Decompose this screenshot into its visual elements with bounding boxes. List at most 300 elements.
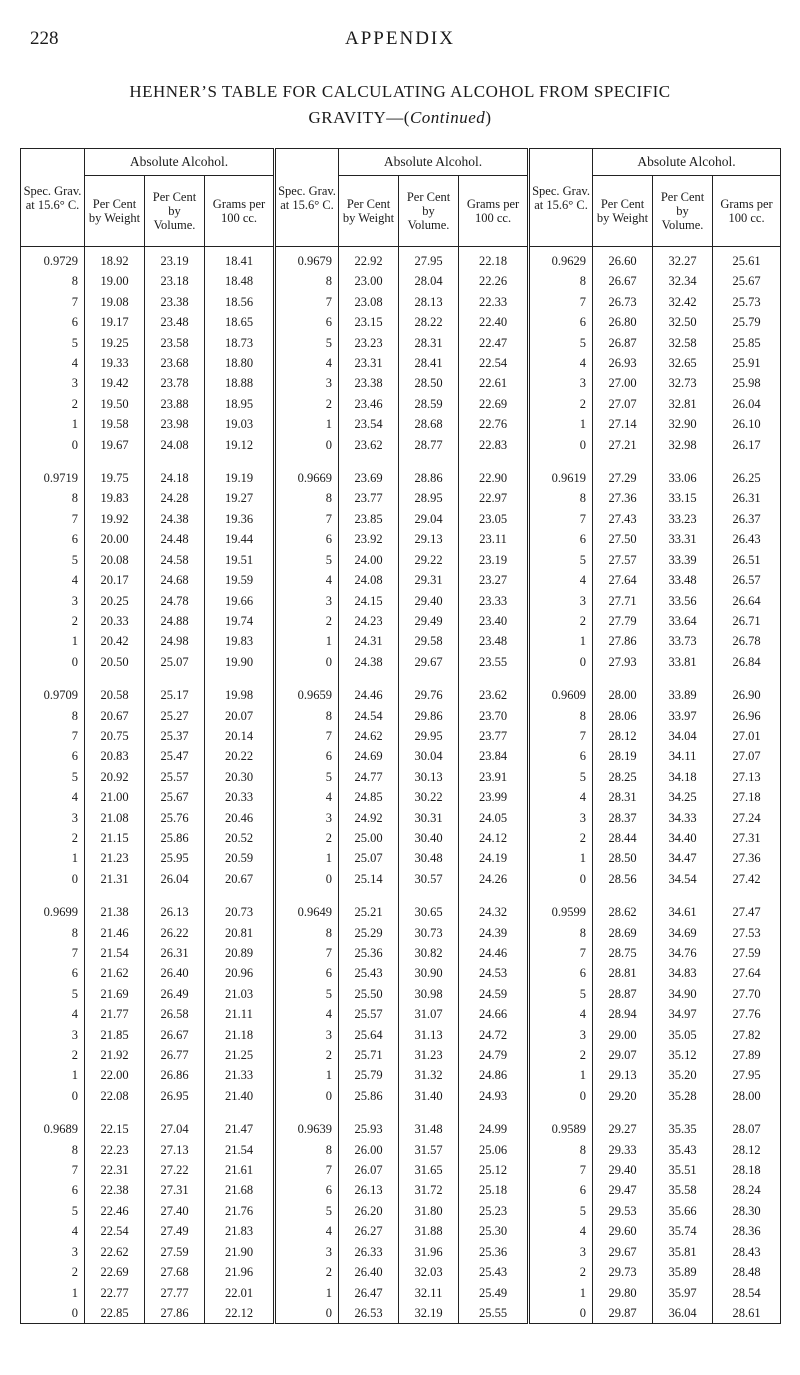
volume-cell: 28.41 bbox=[399, 353, 459, 373]
spacer-cell bbox=[529, 672, 593, 685]
spec-grav-cell: 7 bbox=[21, 943, 85, 963]
volume-cell: 35.97 bbox=[653, 1283, 713, 1303]
weight-cell: 27.86 bbox=[593, 631, 653, 651]
weight-cell: 23.92 bbox=[339, 529, 399, 549]
volume-cell: 31.13 bbox=[399, 1025, 459, 1045]
weight-cell: 28.81 bbox=[593, 963, 653, 983]
volume-cell: 29.40 bbox=[399, 591, 459, 611]
weight-cell: 22.85 bbox=[85, 1303, 145, 1324]
volume-cell: 34.25 bbox=[653, 787, 713, 807]
volume-cell: 25.37 bbox=[145, 726, 205, 746]
spec-grav-cell: 5 bbox=[275, 1201, 339, 1221]
volume-cell: 31.48 bbox=[399, 1119, 459, 1139]
grams-cell: 22.12 bbox=[205, 1303, 275, 1324]
volume-cell: 28.50 bbox=[399, 373, 459, 393]
weight-cell: 28.69 bbox=[593, 923, 653, 943]
spec-grav-cell: 3 bbox=[21, 1242, 85, 1262]
running-head: APPENDIX bbox=[345, 28, 455, 49]
volume-cell: 30.82 bbox=[399, 943, 459, 963]
volume-cell: 30.22 bbox=[399, 787, 459, 807]
volume-cell: 35.66 bbox=[653, 1201, 713, 1221]
weight-cell: 25.57 bbox=[339, 1004, 399, 1024]
volume-cell: 31.88 bbox=[399, 1221, 459, 1241]
spec-grav-cell: 1 bbox=[21, 1283, 85, 1303]
table-row bbox=[21, 787, 781, 807]
spacer-cell bbox=[459, 889, 529, 902]
volume-cell: 28.77 bbox=[399, 435, 459, 455]
table-row bbox=[21, 1283, 781, 1303]
spacer-cell bbox=[275, 455, 339, 468]
table-row bbox=[21, 1086, 781, 1106]
weight-cell: 24.00 bbox=[339, 550, 399, 570]
grams-cell: 25.67 bbox=[713, 271, 781, 291]
spacer-cell bbox=[653, 889, 713, 902]
weight-cell: 28.94 bbox=[593, 1004, 653, 1024]
spec-grav-cell: 0 bbox=[275, 435, 339, 455]
spacer-cell bbox=[593, 455, 653, 468]
weight-cell: 27.93 bbox=[593, 652, 653, 672]
weight-cell: 29.53 bbox=[593, 1201, 653, 1221]
weight-cell: 20.92 bbox=[85, 767, 145, 787]
spec-grav-cell: 1 bbox=[529, 414, 593, 434]
spec-grav-cell: 3 bbox=[275, 591, 339, 611]
table-row bbox=[21, 1221, 781, 1241]
volume-cell: 25.95 bbox=[145, 848, 205, 868]
grams-cell: 19.83 bbox=[205, 631, 275, 651]
volume-cell: 27.31 bbox=[145, 1180, 205, 1200]
page-subtitle bbox=[0, 108, 800, 128]
table-row bbox=[21, 1065, 781, 1085]
grams-cell: 28.12 bbox=[713, 1140, 781, 1160]
volume-cell: 35.20 bbox=[653, 1065, 713, 1085]
volume-cell: 30.90 bbox=[399, 963, 459, 983]
spec-grav-cell: 2 bbox=[275, 611, 339, 631]
grams-cell: 27.01 bbox=[713, 726, 781, 746]
grams-cell: 22.18 bbox=[459, 247, 529, 272]
spacer-cell bbox=[653, 1106, 713, 1119]
volume-cell: 35.89 bbox=[653, 1262, 713, 1282]
weight-header-1: Per Cent by Weight bbox=[85, 176, 145, 247]
weight-cell: 28.44 bbox=[593, 828, 653, 848]
spec-grav-cell: 7 bbox=[275, 509, 339, 529]
spacer-cell bbox=[21, 672, 85, 685]
volume-cell: 29.13 bbox=[399, 529, 459, 549]
volume-cell: 27.86 bbox=[145, 1303, 205, 1324]
spec-grav-cell: 2 bbox=[21, 1262, 85, 1282]
volume-cell: 34.04 bbox=[653, 726, 713, 746]
volume-cell: 31.23 bbox=[399, 1045, 459, 1065]
grams-cell: 23.48 bbox=[459, 631, 529, 651]
spacer-cell bbox=[459, 455, 529, 468]
spec-grav-cell: 7 bbox=[275, 1160, 339, 1180]
volume-cell: 34.61 bbox=[653, 902, 713, 922]
spec-grav-cell: 4 bbox=[529, 787, 593, 807]
grams-cell: 25.49 bbox=[459, 1283, 529, 1303]
spacer-cell bbox=[459, 1106, 529, 1119]
volume-cell: 26.13 bbox=[145, 902, 205, 922]
table-row bbox=[21, 292, 781, 312]
spec-grav-cell: 0 bbox=[529, 435, 593, 455]
spacer-cell bbox=[713, 889, 781, 902]
volume-cell: 28.95 bbox=[399, 488, 459, 508]
grams-cell: 26.43 bbox=[713, 529, 781, 549]
grams-cell: 21.11 bbox=[205, 1004, 275, 1024]
spec-grav-cell: 1 bbox=[529, 631, 593, 651]
volume-cell: 32.65 bbox=[653, 353, 713, 373]
spec-grav-cell: 1 bbox=[275, 631, 339, 651]
spec-grav-cell: 8 bbox=[275, 271, 339, 291]
weight-cell: 20.75 bbox=[85, 726, 145, 746]
weight-cell: 28.87 bbox=[593, 984, 653, 1004]
volume-cell: 34.47 bbox=[653, 848, 713, 868]
grams-cell: 27.36 bbox=[713, 848, 781, 868]
spec-grav-cell: 8 bbox=[529, 271, 593, 291]
grams-cell: 20.33 bbox=[205, 787, 275, 807]
volume-cell: 27.13 bbox=[145, 1140, 205, 1160]
weight-cell: 20.00 bbox=[85, 529, 145, 549]
spec-grav-cell: 8 bbox=[275, 1140, 339, 1160]
volume-cell: 24.48 bbox=[145, 529, 205, 549]
grams-cell: 23.11 bbox=[459, 529, 529, 549]
spec-grav-cell: 0 bbox=[275, 869, 339, 889]
spec-grav-cell: 4 bbox=[529, 570, 593, 590]
weight-header-2: Per Cent by Weight bbox=[339, 176, 399, 247]
grams-cell: 24.05 bbox=[459, 808, 529, 828]
block-spacer bbox=[21, 672, 781, 685]
spacer-cell bbox=[145, 672, 205, 685]
spec-grav-cell: 2 bbox=[21, 394, 85, 414]
spec-grav-cell: 4 bbox=[275, 1004, 339, 1024]
weight-cell: 22.92 bbox=[339, 247, 399, 272]
table-body bbox=[21, 247, 781, 1324]
spec-grav-cell: 3 bbox=[529, 1025, 593, 1045]
spacer-cell bbox=[459, 672, 529, 685]
weight-cell: 23.69 bbox=[339, 468, 399, 488]
volume-cell: 31.72 bbox=[399, 1180, 459, 1200]
grams-cell: 20.73 bbox=[205, 902, 275, 922]
volume-cell: 35.12 bbox=[653, 1045, 713, 1065]
weight-cell: 21.38 bbox=[85, 902, 145, 922]
grams-cell: 23.99 bbox=[459, 787, 529, 807]
spec-grav-cell: 5 bbox=[275, 767, 339, 787]
spec-grav-cell: 3 bbox=[275, 1025, 339, 1045]
spec-grav-cell: 4 bbox=[275, 353, 339, 373]
weight-cell: 22.38 bbox=[85, 1180, 145, 1200]
spec-grav-cell: 6 bbox=[21, 963, 85, 983]
volume-cell: 35.81 bbox=[653, 1242, 713, 1262]
volume-cell: 24.88 bbox=[145, 611, 205, 631]
weight-cell: 25.21 bbox=[339, 902, 399, 922]
spacer-cell bbox=[275, 1106, 339, 1119]
spec-grav-cell: 0.9649 bbox=[275, 902, 339, 922]
weight-cell: 28.19 bbox=[593, 746, 653, 766]
spec-grav-cell: 5 bbox=[529, 767, 593, 787]
volume-cell: 32.34 bbox=[653, 271, 713, 291]
grams-cell: 23.33 bbox=[459, 591, 529, 611]
spec-grav-cell: 3 bbox=[529, 808, 593, 828]
volume-cell: 27.04 bbox=[145, 1119, 205, 1139]
table-row bbox=[21, 652, 781, 672]
grams-cell: 24.93 bbox=[459, 1086, 529, 1106]
table-row bbox=[21, 984, 781, 1004]
volume-cell: 31.32 bbox=[399, 1065, 459, 1085]
weight-cell: 22.08 bbox=[85, 1086, 145, 1106]
spec-grav-cell: 3 bbox=[21, 373, 85, 393]
weight-cell: 20.67 bbox=[85, 706, 145, 726]
spec-grav-cell: 4 bbox=[21, 787, 85, 807]
grams-cell: 20.30 bbox=[205, 767, 275, 787]
grams-cell: 19.44 bbox=[205, 529, 275, 549]
weight-cell: 25.64 bbox=[339, 1025, 399, 1045]
weight-cell: 26.27 bbox=[339, 1221, 399, 1241]
spec-grav-cell: 0.9729 bbox=[21, 247, 85, 272]
grams-cell: 18.41 bbox=[205, 247, 275, 272]
volume-cell: 26.49 bbox=[145, 984, 205, 1004]
grams-cell: 24.39 bbox=[459, 923, 529, 943]
weight-cell: 21.54 bbox=[85, 943, 145, 963]
spec-grav-cell: 0 bbox=[21, 435, 85, 455]
volume-cell: 26.31 bbox=[145, 943, 205, 963]
grams-cell: 28.18 bbox=[713, 1160, 781, 1180]
grams-cell: 22.61 bbox=[459, 373, 529, 393]
weight-cell: 19.25 bbox=[85, 333, 145, 353]
grams-cell: 21.90 bbox=[205, 1242, 275, 1262]
grams-cell: 24.72 bbox=[459, 1025, 529, 1045]
spacer-cell bbox=[85, 1106, 145, 1119]
grams-cell: 26.90 bbox=[713, 685, 781, 705]
grams-cell: 23.27 bbox=[459, 570, 529, 590]
volume-cell: 25.07 bbox=[145, 652, 205, 672]
table-row bbox=[21, 488, 781, 508]
spacer-cell bbox=[399, 672, 459, 685]
grams-cell: 23.55 bbox=[459, 652, 529, 672]
subtitle-prefix: GRAVITY—( bbox=[308, 108, 410, 127]
weight-cell: 27.64 bbox=[593, 570, 653, 590]
spec-grav-cell: 5 bbox=[275, 984, 339, 1004]
weight-cell: 20.08 bbox=[85, 550, 145, 570]
weight-cell: 20.83 bbox=[85, 746, 145, 766]
grams-cell: 26.96 bbox=[713, 706, 781, 726]
grams-cell: 26.37 bbox=[713, 509, 781, 529]
grams-cell: 28.61 bbox=[713, 1303, 781, 1324]
volume-cell: 24.68 bbox=[145, 570, 205, 590]
spec-grav-cell: 5 bbox=[275, 550, 339, 570]
spec-grav-cell: 4 bbox=[529, 1221, 593, 1241]
volume-cell: 31.07 bbox=[399, 1004, 459, 1024]
spacer-cell bbox=[593, 672, 653, 685]
grams-cell: 23.19 bbox=[459, 550, 529, 570]
spec-grav-cell: 8 bbox=[21, 923, 85, 943]
grams-cell: 18.65 bbox=[205, 312, 275, 332]
spec-grav-cell: 6 bbox=[275, 746, 339, 766]
weight-cell: 20.17 bbox=[85, 570, 145, 590]
spec-grav-cell: 3 bbox=[21, 808, 85, 828]
spec-grav-cell: 0.9599 bbox=[529, 902, 593, 922]
weight-cell: 23.08 bbox=[339, 292, 399, 312]
grams-cell: 18.95 bbox=[205, 394, 275, 414]
grams-cell: 28.07 bbox=[713, 1119, 781, 1139]
weight-cell: 22.23 bbox=[85, 1140, 145, 1160]
weight-cell: 21.62 bbox=[85, 963, 145, 983]
weight-cell: 19.58 bbox=[85, 414, 145, 434]
weight-cell: 27.00 bbox=[593, 373, 653, 393]
volume-cell: 34.54 bbox=[653, 869, 713, 889]
spec-grav-cell: 4 bbox=[21, 1221, 85, 1241]
spec-grav-cell: 2 bbox=[21, 611, 85, 631]
spec-grav-cell: 6 bbox=[275, 312, 339, 332]
spec-grav-cell: 5 bbox=[275, 333, 339, 353]
weight-cell: 22.31 bbox=[85, 1160, 145, 1180]
weight-cell: 26.00 bbox=[339, 1140, 399, 1160]
volume-cell: 24.18 bbox=[145, 468, 205, 488]
table-row bbox=[21, 1303, 781, 1324]
weight-cell: 27.14 bbox=[593, 414, 653, 434]
table-row bbox=[21, 435, 781, 455]
spec-grav-cell: 6 bbox=[529, 1180, 593, 1200]
grams-cell: 21.18 bbox=[205, 1025, 275, 1045]
grams-cell: 19.59 bbox=[205, 570, 275, 590]
table-row bbox=[21, 414, 781, 434]
table-row bbox=[21, 247, 781, 272]
table-row bbox=[21, 746, 781, 766]
grams-cell: 26.25 bbox=[713, 468, 781, 488]
spec-grav-cell: 0.9659 bbox=[275, 685, 339, 705]
weight-cell: 24.08 bbox=[339, 570, 399, 590]
grams-cell: 27.31 bbox=[713, 828, 781, 848]
volume-cell: 30.04 bbox=[399, 746, 459, 766]
weight-cell: 26.53 bbox=[339, 1303, 399, 1324]
volume-cell: 26.95 bbox=[145, 1086, 205, 1106]
weight-cell: 23.00 bbox=[339, 271, 399, 291]
spec-grav-cell: 7 bbox=[21, 1160, 85, 1180]
volume-cell: 32.58 bbox=[653, 333, 713, 353]
volume-cell: 33.39 bbox=[653, 550, 713, 570]
volume-cell: 25.47 bbox=[145, 746, 205, 766]
weight-cell: 19.75 bbox=[85, 468, 145, 488]
table-row bbox=[21, 1140, 781, 1160]
grams-cell: 21.61 bbox=[205, 1160, 275, 1180]
volume-cell: 33.97 bbox=[653, 706, 713, 726]
table-row bbox=[21, 509, 781, 529]
spec-grav-cell: 8 bbox=[529, 706, 593, 726]
spec-grav-cell: 7 bbox=[275, 943, 339, 963]
volume-cell: 30.73 bbox=[399, 923, 459, 943]
spec-grav-header-1: Spec. Grav. at 15.6° C. bbox=[21, 149, 85, 247]
weight-cell: 23.15 bbox=[339, 312, 399, 332]
volume-cell: 27.77 bbox=[145, 1283, 205, 1303]
grams-header-3: Grams per 100 cc. bbox=[713, 176, 781, 247]
grams-cell: 23.05 bbox=[459, 509, 529, 529]
grams-cell: 28.30 bbox=[713, 1201, 781, 1221]
grams-cell: 21.96 bbox=[205, 1262, 275, 1282]
volume-cell: 33.56 bbox=[653, 591, 713, 611]
spacer-cell bbox=[339, 889, 399, 902]
grams-cell: 20.67 bbox=[205, 869, 275, 889]
grams-cell: 21.76 bbox=[205, 1201, 275, 1221]
table-row bbox=[21, 1119, 781, 1139]
spec-grav-cell: 3 bbox=[275, 808, 339, 828]
volume-cell: 34.69 bbox=[653, 923, 713, 943]
grams-cell: 25.06 bbox=[459, 1140, 529, 1160]
volume-cell: 24.28 bbox=[145, 488, 205, 508]
weight-cell: 21.00 bbox=[85, 787, 145, 807]
volume-cell: 27.68 bbox=[145, 1262, 205, 1282]
grams-cell: 25.91 bbox=[713, 353, 781, 373]
table-row bbox=[21, 394, 781, 414]
spec-grav-cell: 2 bbox=[529, 1262, 593, 1282]
volume-cell: 29.04 bbox=[399, 509, 459, 529]
spec-grav-cell: 7 bbox=[21, 726, 85, 746]
weight-cell: 25.14 bbox=[339, 869, 399, 889]
volume-cell: 30.57 bbox=[399, 869, 459, 889]
volume-cell: 33.23 bbox=[653, 509, 713, 529]
grams-cell: 27.47 bbox=[713, 902, 781, 922]
spec-grav-cell: 2 bbox=[275, 1262, 339, 1282]
weight-cell: 20.58 bbox=[85, 685, 145, 705]
volume-cell: 30.48 bbox=[399, 848, 459, 868]
volume-cell: 35.05 bbox=[653, 1025, 713, 1045]
spec-grav-cell: 6 bbox=[275, 1180, 339, 1200]
grams-cell: 24.79 bbox=[459, 1045, 529, 1065]
weight-cell: 29.33 bbox=[593, 1140, 653, 1160]
weight-cell: 24.46 bbox=[339, 685, 399, 705]
spec-grav-cell: 0.9619 bbox=[529, 468, 593, 488]
grams-cell: 20.14 bbox=[205, 726, 275, 746]
grams-cell: 27.13 bbox=[713, 767, 781, 787]
weight-cell: 24.15 bbox=[339, 591, 399, 611]
weight-cell: 19.42 bbox=[85, 373, 145, 393]
grams-cell: 27.70 bbox=[713, 984, 781, 1004]
spec-grav-cell: 5 bbox=[529, 333, 593, 353]
spec-grav-cell: 0.9629 bbox=[529, 247, 593, 272]
weight-cell: 24.54 bbox=[339, 706, 399, 726]
grams-cell: 26.17 bbox=[713, 435, 781, 455]
spec-grav-cell: 0.9589 bbox=[529, 1119, 593, 1139]
weight-cell: 28.12 bbox=[593, 726, 653, 746]
volume-cell: 26.86 bbox=[145, 1065, 205, 1085]
spec-grav-cell: 8 bbox=[21, 706, 85, 726]
table-row bbox=[21, 271, 781, 291]
weight-cell: 29.27 bbox=[593, 1119, 653, 1139]
spacer-cell bbox=[85, 672, 145, 685]
volume-cell: 35.74 bbox=[653, 1221, 713, 1241]
spec-grav-cell: 7 bbox=[21, 509, 85, 529]
spacer-cell bbox=[275, 889, 339, 902]
weight-cell: 27.57 bbox=[593, 550, 653, 570]
volume-cell: 32.81 bbox=[653, 394, 713, 414]
weight-cell: 27.43 bbox=[593, 509, 653, 529]
grams-cell: 25.36 bbox=[459, 1242, 529, 1262]
spacer-cell bbox=[21, 455, 85, 468]
volume-cell: 26.58 bbox=[145, 1004, 205, 1024]
weight-cell: 29.60 bbox=[593, 1221, 653, 1241]
volume-cell: 23.19 bbox=[145, 247, 205, 272]
spec-grav-cell: 3 bbox=[275, 1242, 339, 1262]
volume-cell: 34.83 bbox=[653, 963, 713, 983]
weight-cell: 27.29 bbox=[593, 468, 653, 488]
grams-cell: 27.59 bbox=[713, 943, 781, 963]
spec-grav-cell: 5 bbox=[529, 550, 593, 570]
grams-cell: 23.62 bbox=[459, 685, 529, 705]
spec-grav-header-2: Spec. Grav. at 15.6° C. bbox=[275, 149, 339, 247]
weight-cell: 25.71 bbox=[339, 1045, 399, 1065]
volume-cell: 34.11 bbox=[653, 746, 713, 766]
volume-cell: 34.33 bbox=[653, 808, 713, 828]
grams-cell: 28.36 bbox=[713, 1221, 781, 1241]
page-number: 228 bbox=[30, 28, 59, 49]
grams-cell: 19.66 bbox=[205, 591, 275, 611]
spacer-cell bbox=[145, 1106, 205, 1119]
